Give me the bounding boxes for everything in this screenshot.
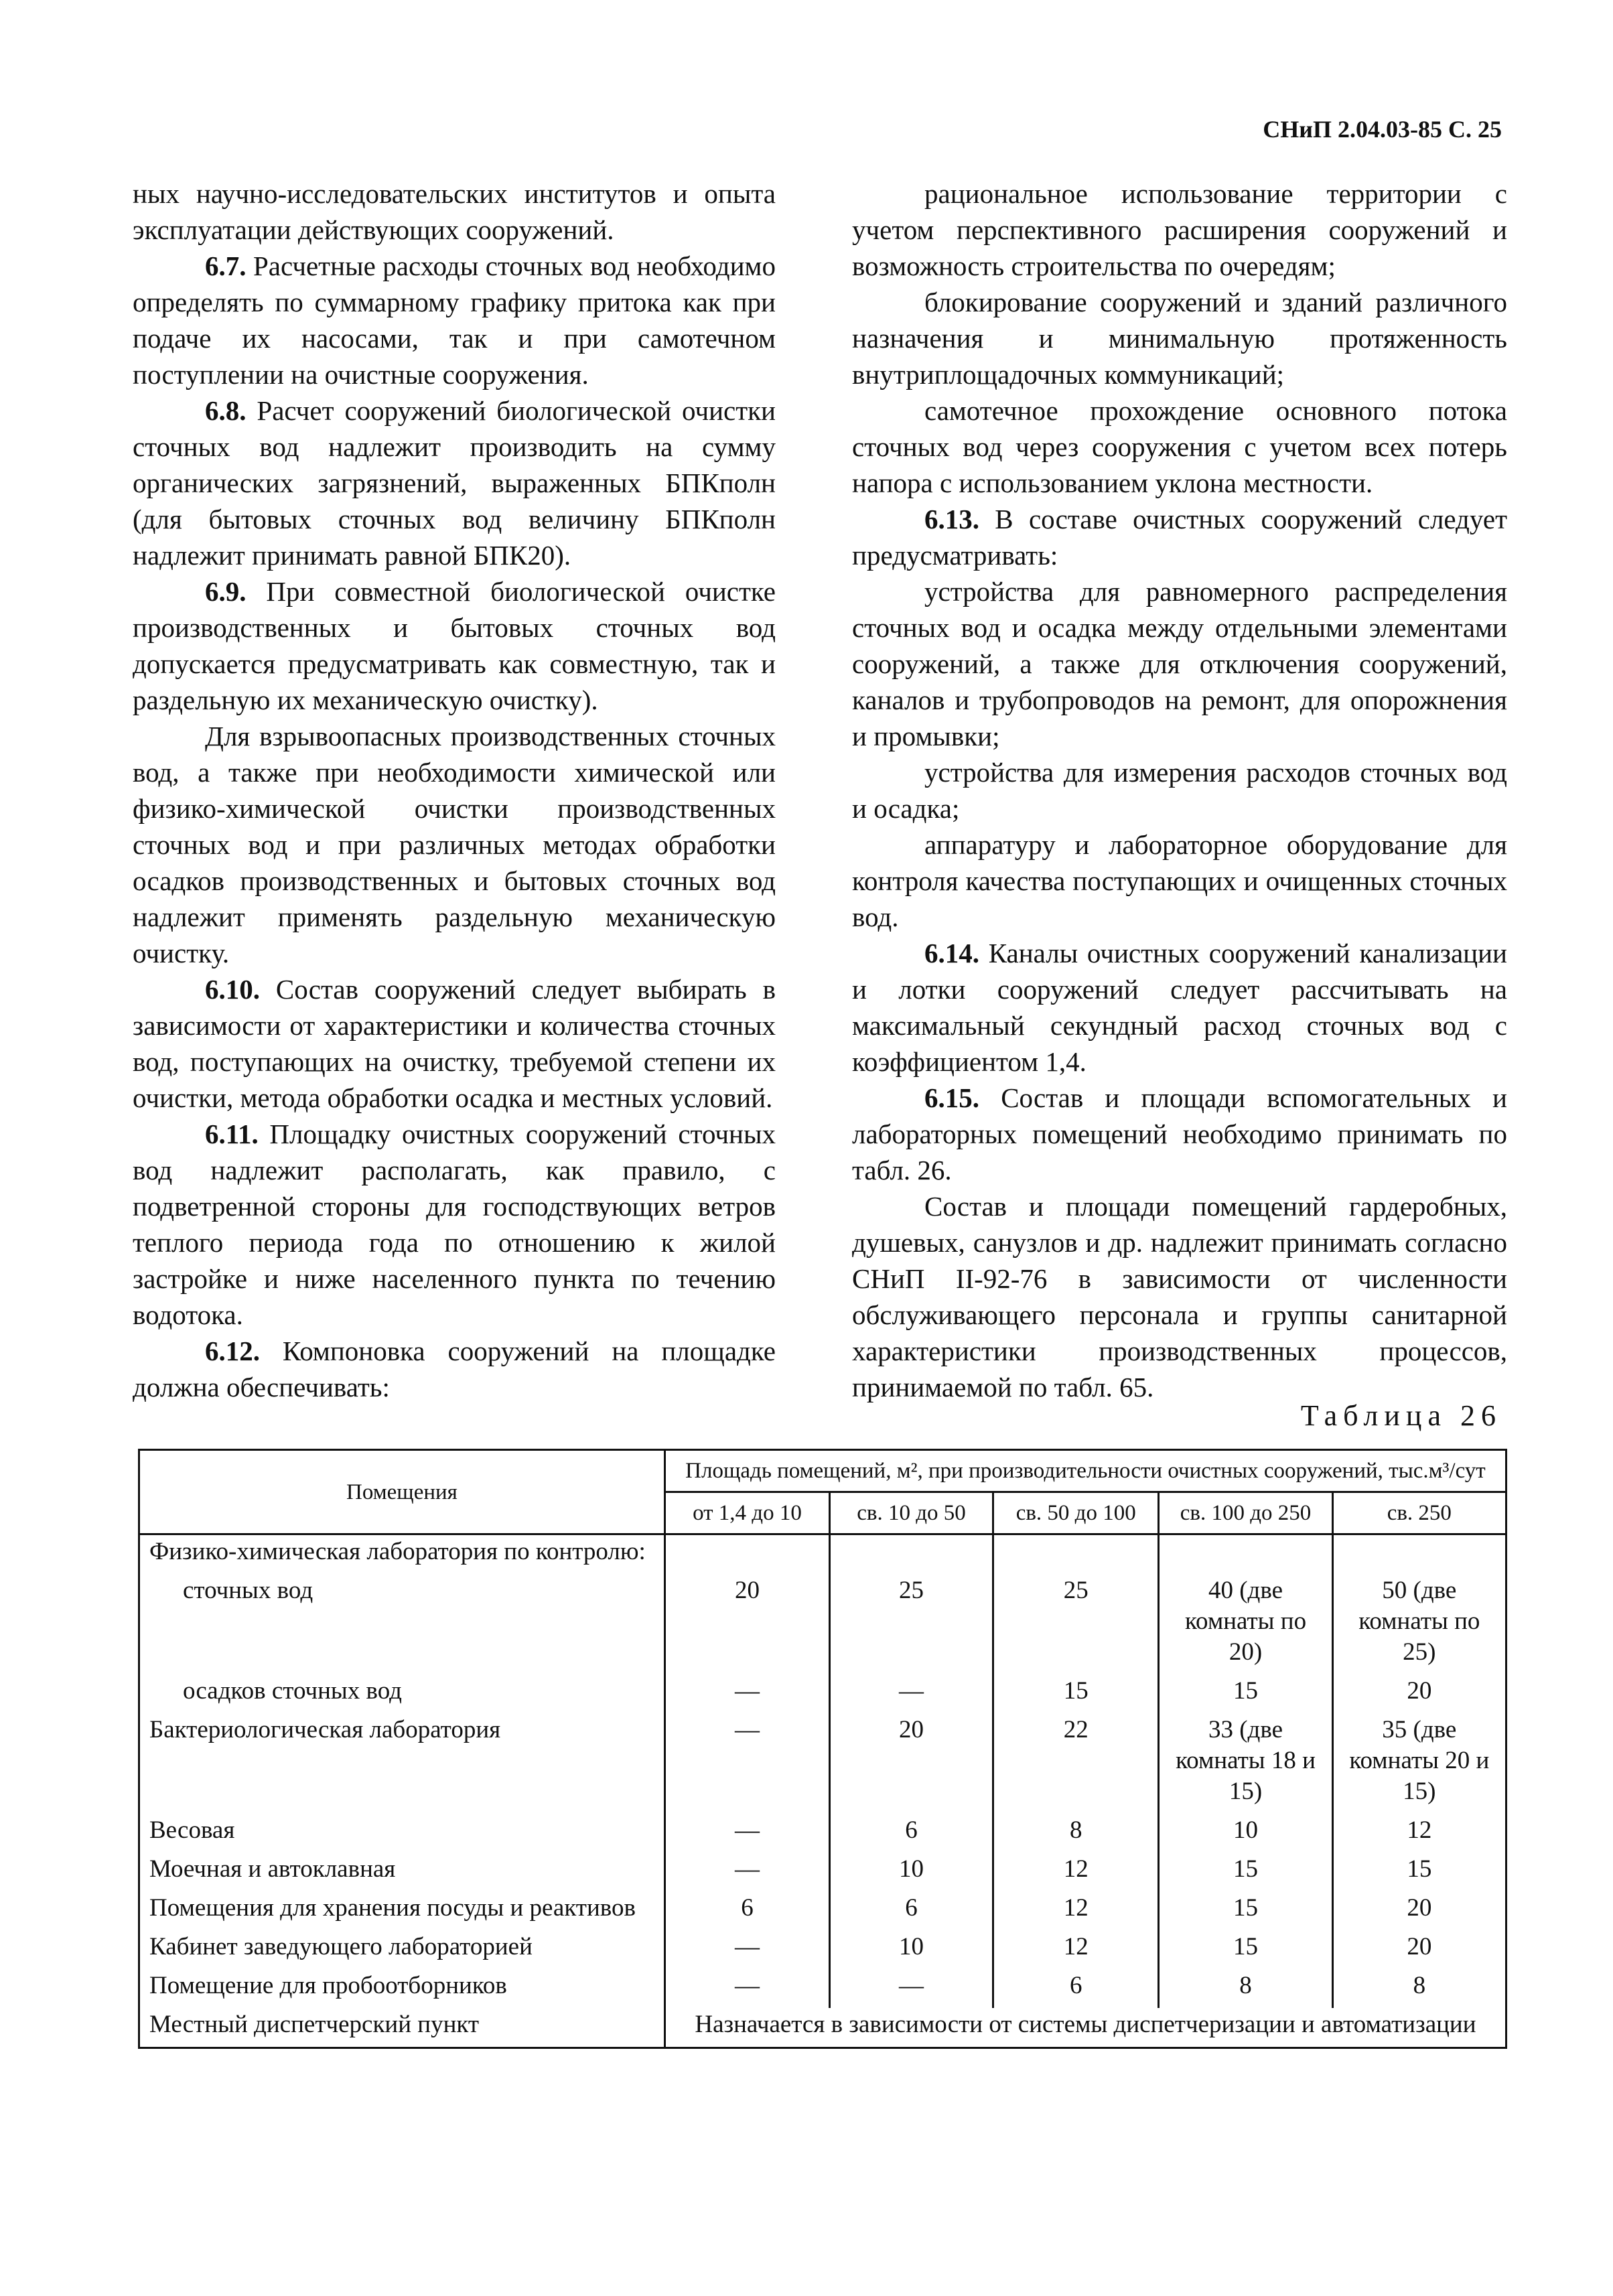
cell-value: — bbox=[664, 1674, 829, 1713]
cell-value: 40 (две комнаты по 20) bbox=[1159, 1574, 1332, 1674]
cell-value: — bbox=[830, 1969, 993, 2008]
cell-value: 12 bbox=[993, 1891, 1159, 1930]
paragraph-text: Для взрывоопасных производственных сточных вод, а также при необходимости химической или физико-химической очистки производственных сточных вод и при различных методах обработки осадков производственных и бытовых сточных вод надлежит применять раздельную механическую очистку. bbox=[133, 721, 776, 968]
table-row bbox=[139, 1930, 1506, 1969]
clause-number: 6.8. bbox=[205, 395, 247, 426]
right-column bbox=[852, 175, 1507, 1405]
paragraph-text: устройства для измерения расходов сточных вод и осадка; bbox=[852, 757, 1507, 824]
cell-value: 20 bbox=[1332, 1674, 1506, 1713]
paragraph-text: Площадку очистных сооружений сточных вод надлежит располагать, как правило, с подветренной стороны для господствующих ветров теплого периода года по отношению к жилой застройке и ниже населенного пункта по течению водотока. bbox=[133, 1119, 776, 1330]
table-row bbox=[139, 1969, 1506, 2008]
paragraph bbox=[852, 284, 1507, 392]
cell-value: 8 bbox=[1332, 1969, 1506, 2008]
column-header: св. 50 до 100 bbox=[993, 1492, 1159, 1534]
cell-value: — bbox=[664, 1713, 829, 1814]
paragraph-text: устройства для равномерного распределения сточных вод и осадка между отдельными элементами сооружений, а также для отключения сооружений, каналов и трубопроводов на ремонт, для опорожнения и промывки; bbox=[852, 576, 1507, 751]
table-row bbox=[139, 1674, 1506, 1713]
paragraph-text: аппаратуру и лабораторное оборудование для контроля качества поступающих и очищенных сточных вод. bbox=[852, 829, 1507, 932]
row-name: сточных вод bbox=[139, 1574, 665, 1674]
clause-number: 6.13. bbox=[924, 504, 979, 534]
paragraph-text: Состав сооружений следует выбирать в зависимости от характеристики и количества сточных вод, поступающих на очистку, требуемой степени их очистки, метода обработки осадка и местных условий. bbox=[133, 974, 776, 1113]
table-row bbox=[139, 1574, 1506, 1674]
table-row bbox=[139, 1891, 1506, 1930]
table-26 bbox=[138, 1449, 1507, 2049]
clause-number: 6.11. bbox=[205, 1119, 259, 1149]
cell-value: 8 bbox=[993, 1814, 1159, 1853]
header-rooms: Помещения bbox=[139, 1450, 665, 1534]
cell-value: — bbox=[664, 1930, 829, 1969]
cell-value bbox=[1159, 1534, 1332, 1575]
column-header: св. 100 до 250 bbox=[1159, 1492, 1332, 1534]
cell-value: 12 bbox=[993, 1853, 1159, 1891]
paragraph bbox=[133, 1116, 776, 1333]
paragraph bbox=[133, 971, 776, 1116]
paragraph-text: ных научно-исследовательских институтов и опыта эксплуатации действующих сооружений. bbox=[133, 178, 776, 245]
clause-number: 6.12. bbox=[205, 1336, 260, 1366]
table-caption: Таблица 26 bbox=[1300, 1399, 1502, 1432]
paragraph-text: В составе очистных сооружений следует предусматривать: bbox=[852, 504, 1507, 571]
merged-cell: Назначается в зависимости от системы диспетчеризации и автоматизации bbox=[664, 2008, 1506, 2048]
paragraph bbox=[852, 392, 1507, 501]
row-name: осадков сточных вод bbox=[139, 1674, 665, 1713]
paragraph bbox=[852, 754, 1507, 827]
cell-value: 15 bbox=[1159, 1853, 1332, 1891]
table-row bbox=[139, 1814, 1506, 1853]
cell-value: 6 bbox=[664, 1891, 829, 1930]
cell-value: 20 bbox=[664, 1574, 829, 1674]
header-area: Площадь помещений, м², при производительности очистных сооружений, тыс.м³/сут bbox=[664, 1450, 1506, 1492]
paragraph bbox=[133, 718, 776, 971]
cell-value bbox=[1332, 1534, 1506, 1575]
cell-value: 25 bbox=[993, 1574, 1159, 1674]
paragraph bbox=[852, 1080, 1507, 1188]
row-name: Физико-химическая лаборатория по контролю: bbox=[139, 1534, 665, 1575]
left-column bbox=[133, 175, 776, 1405]
paragraph bbox=[133, 248, 776, 392]
column-header: св. 250 bbox=[1332, 1492, 1506, 1534]
table-row bbox=[139, 2008, 1506, 2048]
paragraph-text: Состав и площади помещений гардеробных, душевых, санузлов и др. надлежит принимать согласно СНиП II-92-76 в зависимости от численности обслуживающего персонала и группы санитарной характеристики производственных процессов, принимаемой по табл. 65. bbox=[852, 1191, 1507, 1403]
cell-value: 15 bbox=[1159, 1891, 1332, 1930]
paragraph bbox=[852, 573, 1507, 754]
cell-value: 6 bbox=[993, 1969, 1159, 2008]
cell-value bbox=[830, 1534, 993, 1575]
table-row bbox=[139, 1534, 1506, 1575]
page-header: СНиП 2.04.03-85 С. 25 bbox=[1263, 116, 1502, 143]
paragraph-text: Расчетные расходы сточных вод необходимо определять по суммарному графику притока как при подаче их насосами, так и при самотечном поступлении на очистные сооружения. bbox=[133, 250, 776, 390]
row-name: Местный диспетчерский пункт bbox=[139, 2008, 665, 2048]
paragraph-text: самотечное прохождение основного потока сточных вод через сооружения с учетом всех потерь напора с использованием уклона местности. bbox=[852, 395, 1507, 498]
row-name: Весовая bbox=[139, 1814, 665, 1853]
paragraph bbox=[852, 827, 1507, 935]
cell-value: 12 bbox=[993, 1930, 1159, 1969]
paragraph bbox=[133, 392, 776, 573]
table-row bbox=[139, 1853, 1506, 1891]
table-body bbox=[139, 1534, 1506, 2048]
cell-value: — bbox=[664, 1853, 829, 1891]
paragraph-text: Состав и площади вспомогательных и лабораторных помещений необходимо принимать по табл. 26. bbox=[852, 1082, 1507, 1186]
clause-number: 6.14. bbox=[924, 938, 979, 968]
cell-value: 20 bbox=[830, 1713, 993, 1814]
clause-number: 6.15. bbox=[924, 1082, 979, 1113]
cell-value: 15 bbox=[1159, 1930, 1332, 1969]
cell-value: — bbox=[664, 1969, 829, 2008]
cell-value: 15 bbox=[1332, 1853, 1506, 1891]
cell-value: 20 bbox=[1332, 1930, 1506, 1969]
paragraph bbox=[133, 1333, 776, 1405]
paragraph-text: блокирование сооружений и зданий различного назначения и минимальную протяженность внутриплощадочных коммуникаций; bbox=[852, 287, 1507, 390]
paragraph bbox=[133, 573, 776, 718]
table-row bbox=[139, 1713, 1506, 1814]
paragraph bbox=[133, 175, 776, 248]
paragraph bbox=[852, 501, 1507, 573]
cell-value bbox=[993, 1534, 1159, 1575]
cell-value: 10 bbox=[830, 1853, 993, 1891]
cell-value: 20 bbox=[1332, 1891, 1506, 1930]
row-name: Бактериологическая лаборатория bbox=[139, 1713, 665, 1814]
column-header: св. 10 до 50 bbox=[830, 1492, 993, 1534]
clause-number: 6.10. bbox=[205, 974, 260, 1005]
clause-number: 6.9. bbox=[205, 576, 247, 607]
cell-value: 22 bbox=[993, 1713, 1159, 1814]
row-name: Помещения для хранения посуды и реактивов bbox=[139, 1891, 665, 1930]
paragraph bbox=[852, 175, 1507, 284]
cell-value: 8 bbox=[1159, 1969, 1332, 2008]
paragraph bbox=[852, 935, 1507, 1080]
cell-value: 35 (две комнаты 20 и 15) bbox=[1332, 1713, 1506, 1814]
paragraph-text: Каналы очистных сооружений канализации и лотки сооружений следует рассчитывать на максимальный секундный расход сточных вод с коэффициентом 1,4. bbox=[852, 938, 1507, 1077]
cell-value: 6 bbox=[830, 1891, 993, 1930]
paragraph bbox=[852, 1188, 1507, 1405]
paragraph-text: рациональное использование территории с учетом перспективного расширения сооружений и возможность строительства по очередям; bbox=[852, 178, 1507, 281]
row-name: Помещение для пробоотборников bbox=[139, 1969, 665, 2008]
cell-value: 12 bbox=[1332, 1814, 1506, 1853]
cell-value: 50 (две комнаты по 25) bbox=[1332, 1574, 1506, 1674]
cell-value: — bbox=[830, 1674, 993, 1713]
column-header: от 1,4 до 10 bbox=[664, 1492, 829, 1534]
paragraph-text: Компоновка сооружений на площадке должна обеспечивать: bbox=[133, 1336, 776, 1403]
paragraph-text: При совместной биологической очистке производственных и бытовых сточных вод допускается предусматривать как совместную, так и раздельную их механическую очистку). bbox=[133, 576, 776, 715]
cell-value: 15 bbox=[993, 1674, 1159, 1713]
cell-value: 25 bbox=[830, 1574, 993, 1674]
paragraph-text: Расчет сооружений биологической очистки сточных вод надлежит производить на сумму органических загрязнений, выраженных БПКполн (для бытовых сточных вод величину БПКполн надлежит принимать равной БПК20). bbox=[133, 395, 776, 571]
cell-value bbox=[664, 1534, 829, 1575]
cell-value: 10 bbox=[830, 1930, 993, 1969]
row-name: Кабинет заведующего лабораторией bbox=[139, 1930, 665, 1969]
row-name: Моечная и автоклавная bbox=[139, 1853, 665, 1891]
cell-value: 10 bbox=[1159, 1814, 1332, 1853]
clause-number: 6.7. bbox=[205, 250, 247, 281]
cell-value: 6 bbox=[830, 1814, 993, 1853]
cell-value: 15 bbox=[1159, 1674, 1332, 1713]
cell-value: — bbox=[664, 1814, 829, 1853]
cell-value: 33 (две комнаты 18 и 15) bbox=[1159, 1713, 1332, 1814]
